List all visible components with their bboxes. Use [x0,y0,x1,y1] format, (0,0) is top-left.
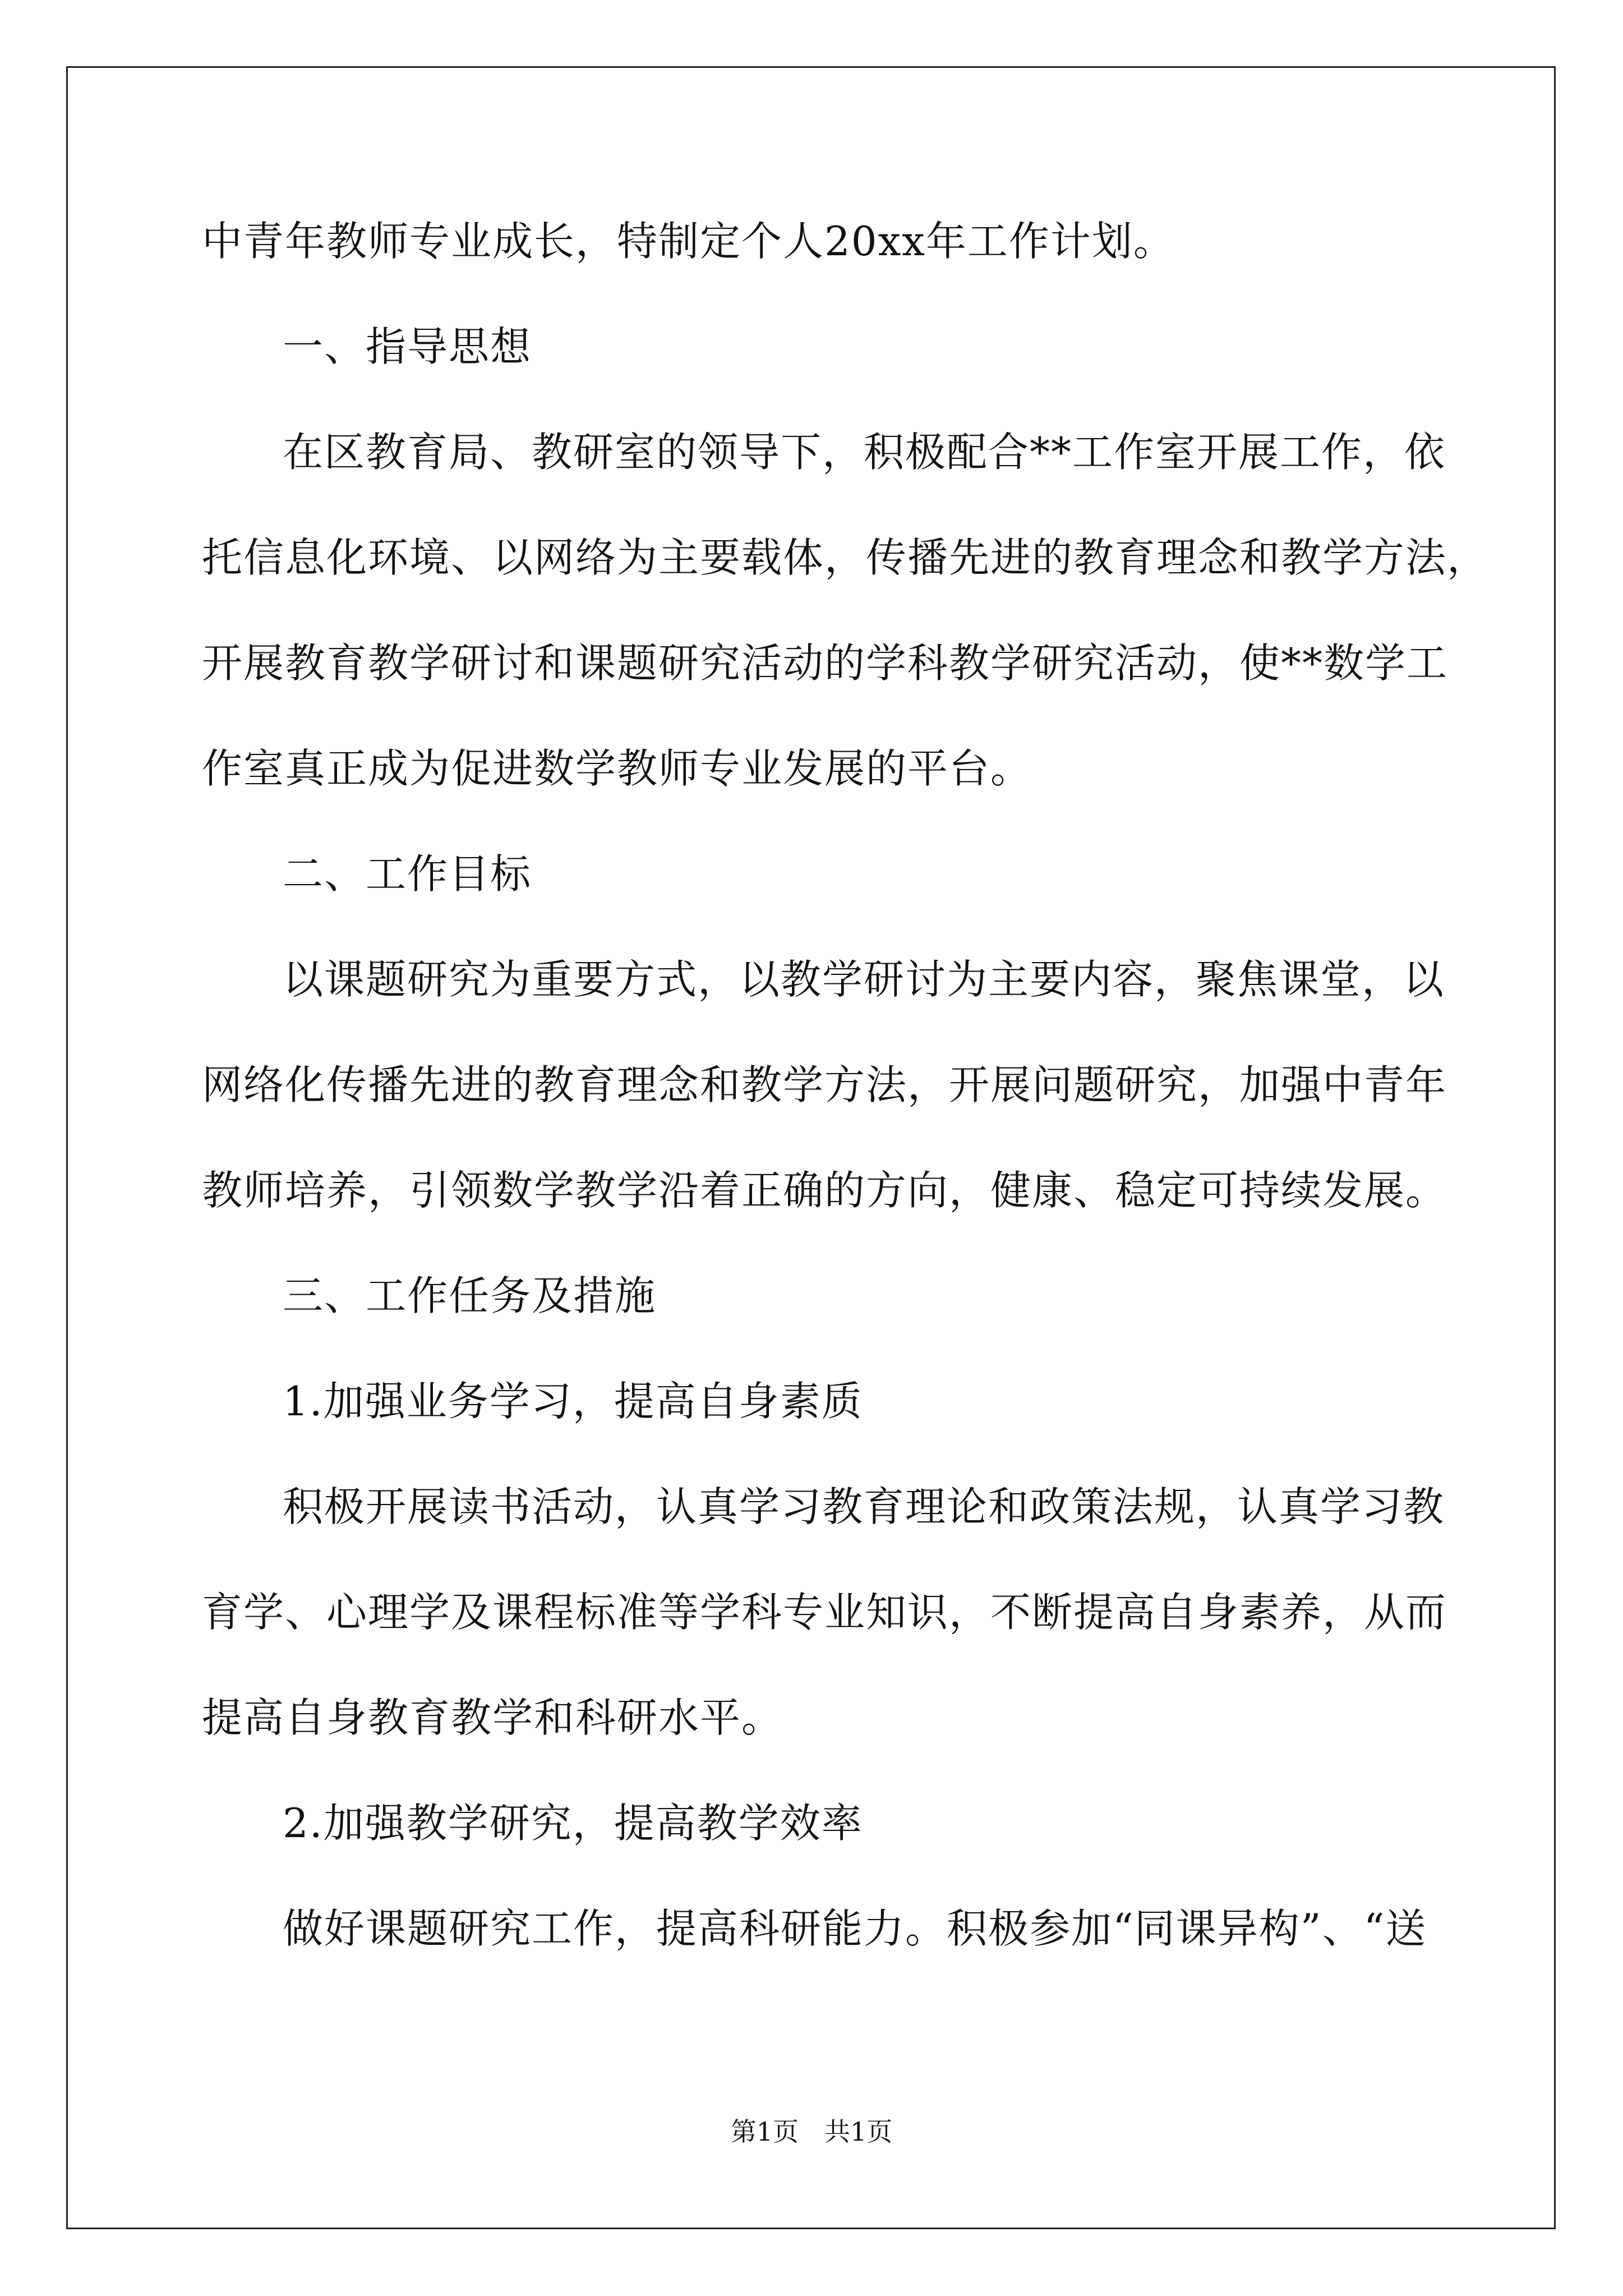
section-heading: 三、工作任务及措施 [283,1272,657,1319]
text-line: 托信息化环境、以网络为主要载体，传播先进的教育理念和教学方法， [202,534,1489,581]
text-line: 教师培养，引领数学教学沿着正确的方向，健康、稳定可持续发展。 [202,1167,1447,1214]
text-line: 提高自身教育教学和科研水平。 [202,1694,783,1741]
text-line: 以课题研究为重要方式，以教学研讨为主要内容，聚焦课堂，以 [283,956,1445,1003]
section-heading: 一、指导思想 [283,323,532,370]
text-line: 做好课题研究工作，提高科研能力。积极参加“同课异构”、“送 [283,1905,1427,1952]
subsection-heading: 1.加强业务学习，提高自身素质 [283,1378,863,1425]
text-line: 作室真正成为促进数学教师专业发展的平台。 [202,745,1032,792]
text-line: 网络化传播先进的教育理念和教学方法，开展问题研究，加强中青年 [202,1061,1447,1108]
text-line: 育学、心理学及课程标准等学科专业知识，不断提高自身素养，从而 [202,1589,1447,1636]
text-line: 中青年教师专业成长，特制定个人20xx年工作计划。 [202,218,1175,265]
text-line: 积极开展读书活动，认真学习教育理论和政策法规，认真学习教 [283,1483,1445,1530]
text-line: 开展教育教学研讨和课题研究活动的学科教学研究活动，使**数学工 [202,639,1449,687]
page-number: 第1页 共1页 [730,2116,893,2147]
section-heading: 二、工作目标 [283,850,532,898]
subsection-heading: 2.加强教学研究，提高教学效率 [283,1800,863,1847]
text-line: 在区教育局、教研室的领导下，积极配合**工作室开展工作，依 [283,429,1446,476]
